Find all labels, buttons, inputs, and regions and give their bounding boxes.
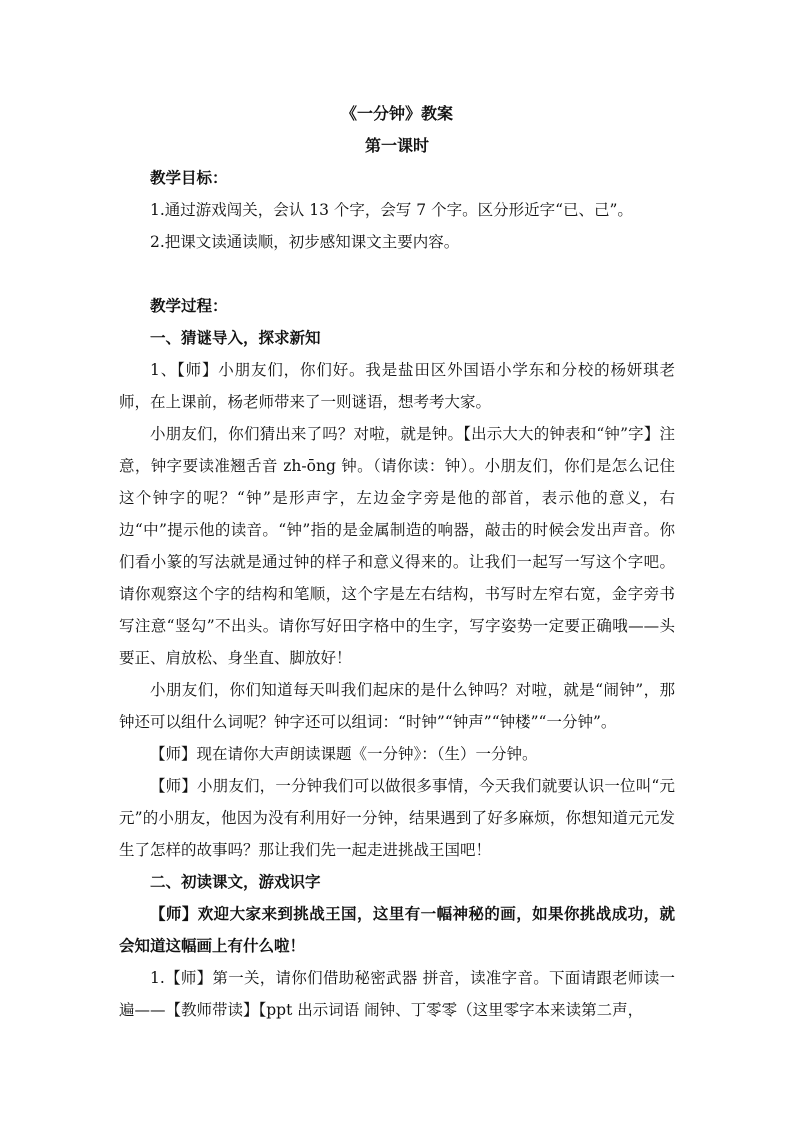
spacer	[119, 258, 675, 290]
document-subtitle: 第一课时	[364, 136, 429, 155]
paragraph-5: 【师】小朋友们，一分钟我们可以做很多事情，今天我们就要认识一位叫“元元”的小朋友，他因为没有利用好一分钟，结果遇到了好多麻烦，你想知道元元发生了怎样的故事吗？那让我们先一起走进挑战王国吧！	[119, 777, 675, 859]
document-body	[119, 98, 675, 1026]
section-heading-1: 一、猜谜导入，探求新知	[150, 328, 321, 347]
paragraph-2: 小朋友们，你们猜出来了吗？对啦，就是钟。【出示大大的钟表和“钟”字】注意，钟字要读准翘舌音 zh-ōng 钟。（请你读：钟）。小朋友们，你们是怎么记住这个钟字的呢？“钟”是形声字，左边金字旁是他的部首，表示他的意义，右边“中”提示他的读音。“钟”指的是金属制造的响器，敲击的时候会发出声音。你们看小篆的写法就是通过钟的样子和意义得来的。让我们一起写一写这个字吧。请你观察这个字的结构和笔顺，这个字是左右结构，书写时左窄右宽，金字旁书写注意“竖勾”不出头。请你写好田字格中的生字，写字姿势一定要正确哦——头要正、肩放松、身坐直、脚放好！	[119, 425, 675, 667]
paragraph-6: 【师】欢迎大家来到挑战王国，这里有一幅神秘的画，如果你挑战成功，就会知道这幅画上有什么啦！	[119, 904, 675, 955]
goal-item-2: 2.把课文读通读顺，初步感知课文主要内容。	[150, 233, 460, 251]
paragraph-7: 1.【师】第一关，请你们借助秘密武器 拼音，读准字音。下面请跟老师读一遍——【教师带读】【ppt 出示词语 闹钟、丁零零（这里零字本来读第二声，	[119, 969, 675, 1019]
paragraph-4: 【师】现在请你大声朗读课题《一分钟》：（生）一分钟。	[150, 745, 538, 763]
goals-heading: 教学目标：	[150, 168, 228, 187]
section-heading-2: 二、初读课文，游戏识字	[150, 872, 321, 891]
process-heading: 教学过程：	[150, 296, 228, 315]
paragraph-1: 1、【师】小朋友们，你们好。我是盐田区外国语小学东和分校的杨妍琪老师，在上课前，杨老师带来了一则谜语，想考考大家。	[119, 361, 675, 411]
goal-item-1: 1.通过游戏闯关，会认 13 个字，会写 7 个字。区分形近字“已、己”。	[150, 201, 633, 219]
document-title: 《一分钟》教案	[340, 104, 453, 123]
paragraph-3: 小朋友们，你们知道每天叫我们起床的是什么钟吗？对啦，就是“闹钟”，那钟还可以组什么词呢？钟字还可以组词：“时钟”“钟声”“钟楼”“一分钟”。	[119, 681, 675, 731]
